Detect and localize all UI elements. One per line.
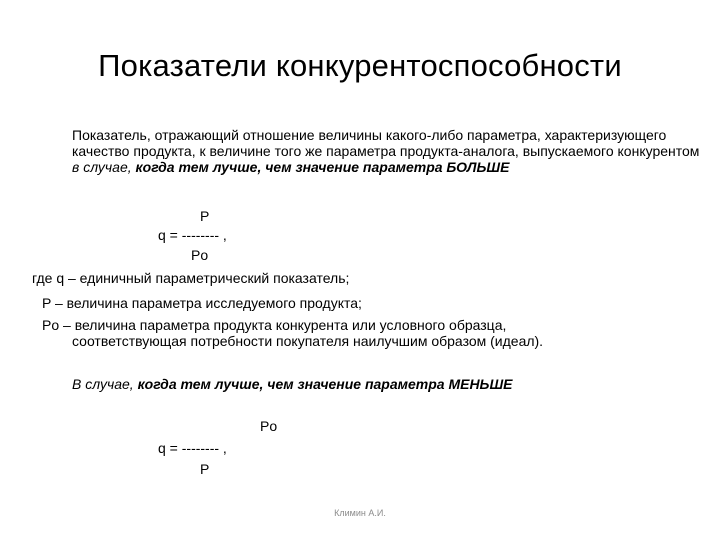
p-definition: P – величина параметра исследуемого продукта; — [42, 295, 362, 311]
formula1-fraction-line: q = -------- , — [158, 227, 227, 243]
intro-text: Показатель, отражающий отношение величины какого-либо параметра, характеризующего качество продукта, к величине того же параметра продукта-аналога, выпускаемого конкурентом — [72, 127, 700, 159]
formula1-denominator: Po — [191, 247, 209, 263]
intro-case-bold: когда тем лучше, чем значение параметра БОЛЬШЕ — [131, 159, 510, 175]
po-definition-line2: соответствующая потребности покупателя наилучшим образом (идеал). — [72, 333, 544, 349]
formula2-numerator: Po — [260, 418, 278, 434]
case2-heading — [72, 376, 513, 392]
po-definition-line1: Po – величина параметра продукта конкурента или условного образца, — [42, 317, 507, 333]
case2-bold: когда тем лучше, чем значение параметра МЕНЬШЕ — [133, 376, 513, 392]
case2-italic: В случае, — [72, 376, 134, 392]
intro-paragraph — [72, 127, 702, 175]
formula2-fraction-line: q = -------- , — [158, 440, 227, 456]
slide-title: Показатели конкурентоспособности — [98, 48, 622, 83]
formula1-numerator: P — [200, 208, 210, 224]
formula2-denominator: P — [200, 461, 210, 477]
intro-case-italic: в случае, — [72, 159, 132, 175]
where-definition: где q – единичный параметрический показатель; — [32, 270, 350, 286]
footer-author: Климин А.И. — [334, 508, 386, 518]
